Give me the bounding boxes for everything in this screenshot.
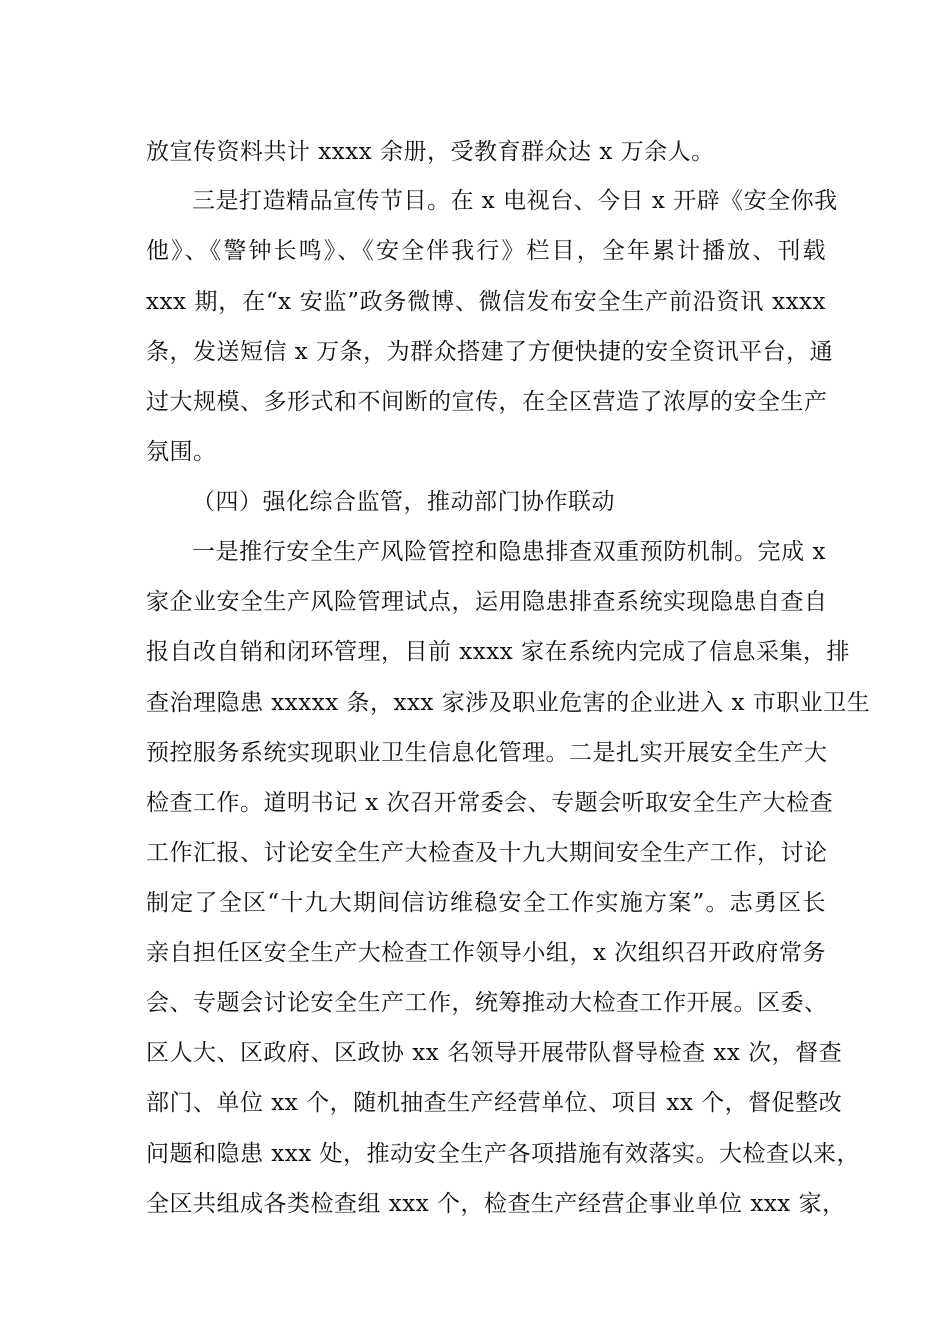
text-line-1: 放宣传资料共计 xxxx 余册，受教育群众达 x 万余人。 xyxy=(146,139,715,165)
text-line-20: 部门、单位 xx 个，随机抽查生产经营单位、项目 xx 个，督促整改 xyxy=(146,1090,843,1116)
text-line-22: 全区共组成各类检查组 xxx 个，检查生产经营企事业单位 xxx 家， xyxy=(146,1191,846,1217)
text-line-3: 他》、《警钟长鸣》、《安全伴我行》栏目，全年累计播放、刊载 xyxy=(146,238,826,264)
text-line-7: 氛围。 xyxy=(146,439,217,465)
text-line-9: 一是推行安全生产风险管控和隐患排查双重预防机制。完成 x xyxy=(192,539,826,565)
text-line-13: 预控服务系统实现职业卫生信息化管理。二是扎实开展安全生产大 xyxy=(146,740,828,766)
text-line-5: 条，发送短信 x 万条，为群众搭建了方便快捷的安全资讯平台，通 xyxy=(146,339,834,365)
section-heading: （四）强化综合监管，推动部门协作联动 xyxy=(192,489,615,515)
text-line-14: 检查工作。道明书记 x 次召开常委会、专题会听取安全生产大检查 xyxy=(146,790,834,816)
text-line-6: 过大规模、多形式和不间断的宣传，在全区营造了浓厚的安全生产 xyxy=(146,389,828,415)
text-line-11: 报自改自销和闭环管理，目前 xxxx 家在系统内完成了信息采集，排 xyxy=(146,639,851,665)
text-line-4: xxx 期，在“x 安监”政务微博、微信发布安全生产前沿资讯 xxxx xyxy=(146,289,826,315)
text-line-18: 会、专题会讨论安全生产工作，统筹推动大检查工作开展。区委、 xyxy=(146,990,828,1016)
text-line-2: 三是打造精品宣传节目。在 x 电视台、今日 x 开辟《安全你我 xyxy=(192,188,838,214)
text-line-17: 亲自担任区安全生产大检查工作领导小组，x 次组织召开政府常务 xyxy=(146,940,826,966)
text-line-21: 问题和隐患 xxx 处，推动安全生产各项措施有效落实。大检查以来， xyxy=(146,1141,861,1167)
text-line-12: 查治理隐患 xxxxx 条，xxx 家涉及职业危害的企业进入 x 市职业卫生 xyxy=(146,690,871,716)
text-line-19: 区人大、区政府、区政协 xx 名领导开展带队督导检查 xx 次，督查 xyxy=(146,1040,843,1066)
text-line-10: 家企业安全生产风险管理试点，运用隐患排查系统实现隐患自查自 xyxy=(146,589,828,615)
text-line-15: 工作汇报、讨论安全生产大检查及十九大期间安全生产工作，讨论 xyxy=(146,840,828,866)
text-line-16: 制定了全区“十九大期间信访维稳安全工作实施方案”。志勇区长 xyxy=(146,890,826,916)
